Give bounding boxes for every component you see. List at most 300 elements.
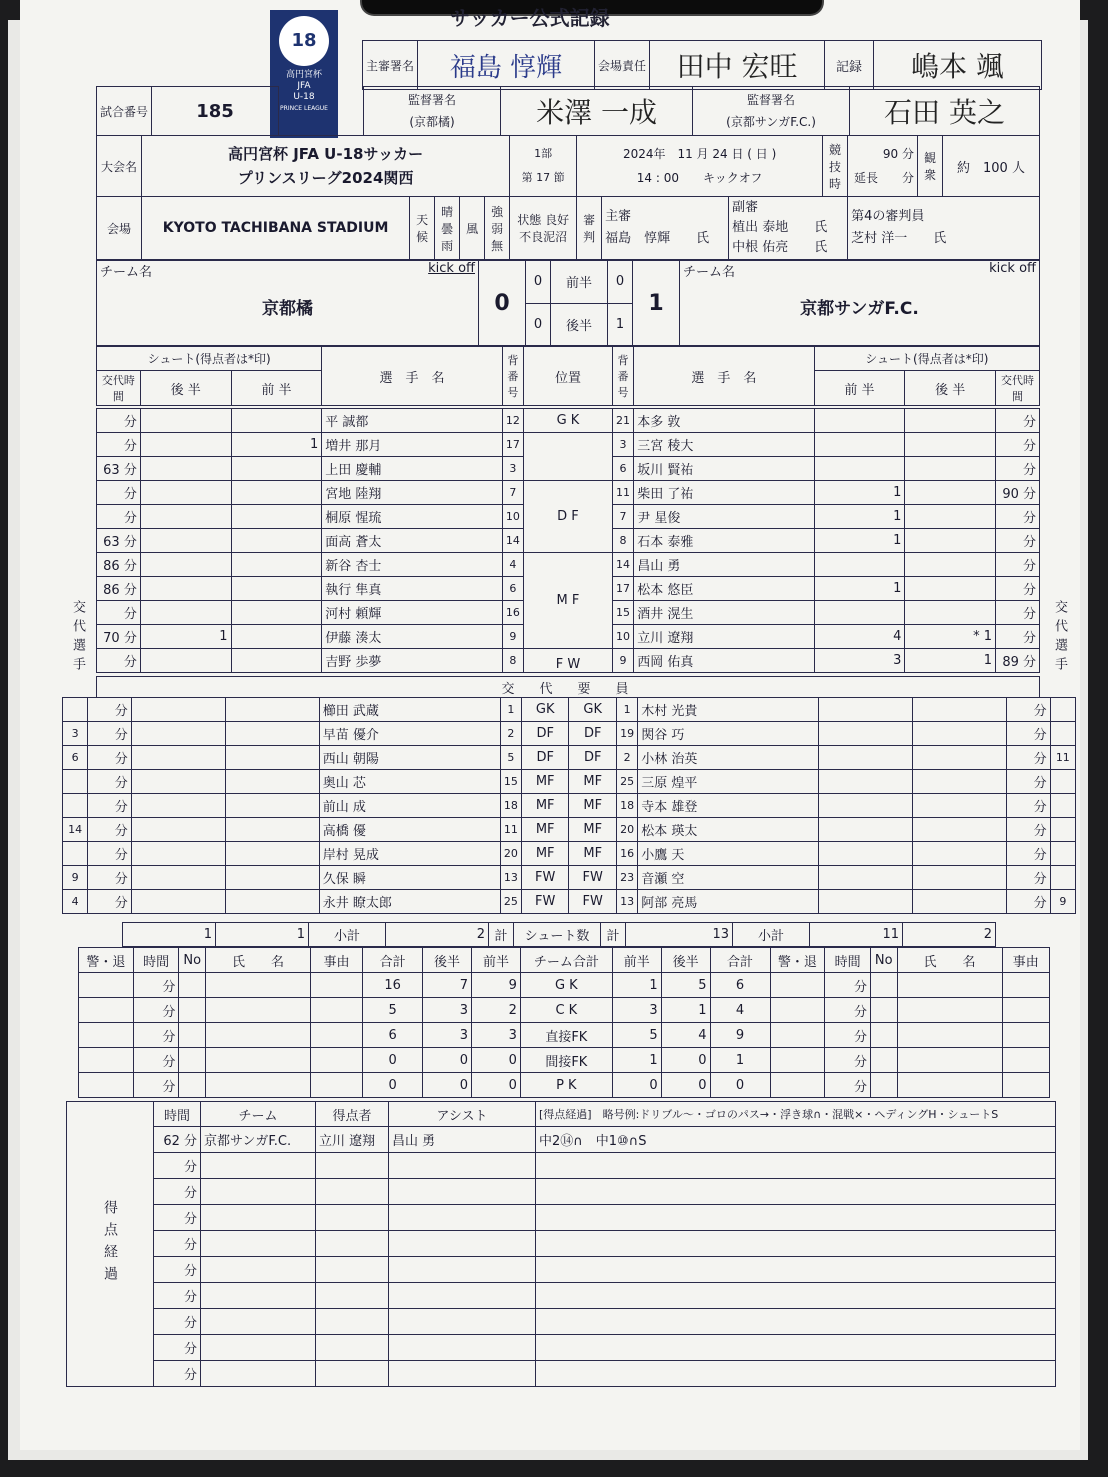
- substitute-row: [63, 698, 1076, 722]
- away-stat-first: 5: [612, 1023, 661, 1048]
- home-card: [79, 973, 134, 998]
- away-player-number: 15: [612, 601, 633, 625]
- goal-team: 京都サンガF.C.: [201, 1127, 316, 1153]
- goal-empty-cell: [389, 1231, 536, 1257]
- away-sub-shots-second: [913, 818, 1007, 842]
- away-player-number: 9: [612, 649, 633, 673]
- away-sub-name: 三原 煌平: [638, 770, 819, 794]
- away-sub-shots-second: [913, 890, 1007, 914]
- home-sub-minute: 分: [88, 866, 131, 890]
- home-sub-minute: 分: [88, 842, 131, 866]
- record-label: 記録: [825, 41, 874, 90]
- away-shots-first: [814, 601, 905, 625]
- home-out-number: 9: [63, 866, 88, 890]
- away-stat-total: 6: [710, 973, 770, 998]
- home-sub-minute: 分: [88, 698, 131, 722]
- away-sub-shots-first: [819, 890, 913, 914]
- home-shots-second: [140, 457, 231, 481]
- goal-empty-cell: [536, 1283, 1056, 1309]
- home-sub-minute: 分: [88, 746, 131, 770]
- home-card-name: [205, 1023, 310, 1048]
- home-card-reason: [311, 973, 363, 998]
- officials-table: [362, 40, 1042, 90]
- home-sub-time: 分: [97, 481, 141, 505]
- away-sub-shots-second: [913, 722, 1007, 746]
- goal-empty-cell: [316, 1361, 389, 1387]
- substitute-row: [63, 722, 1076, 746]
- match-date: 2024年 11 月 24 日 ( 日 ) 14 : 00 キックオフ: [577, 136, 823, 197]
- goal-minute: 分: [154, 1153, 201, 1179]
- logo-line: 高円宮杯: [285, 70, 322, 80]
- stats-header-cell: 事由: [1002, 948, 1049, 973]
- position-cell: F W: [524, 649, 613, 673]
- home-card-reason: [311, 1048, 363, 1073]
- referee-cell: 主審 福島 惇輝 氏: [602, 197, 729, 260]
- goal-row-blank: [67, 1283, 1056, 1309]
- home-sub-number: 1: [500, 698, 521, 722]
- away-shots-first: [814, 553, 905, 577]
- away-sub-minute: 分: [1007, 722, 1050, 746]
- away-out-number: [1050, 842, 1075, 866]
- away-second-half: 1: [608, 303, 633, 346]
- home-sub-shots-first: [225, 794, 319, 818]
- home-player-number: 16: [502, 601, 523, 625]
- home-sub-shots-first: [225, 722, 319, 746]
- home-stat-second: 7: [423, 973, 472, 998]
- away-stat-first: 1: [612, 1048, 661, 1073]
- subs-title: [96, 676, 1040, 698]
- away-out-number: [1050, 818, 1075, 842]
- home-second-half: 0: [526, 303, 551, 346]
- home-sub-number: 18: [500, 794, 521, 818]
- away-out-number: [1050, 866, 1075, 890]
- home-team-cell: チーム名 kick off 京都橘: [97, 261, 479, 346]
- goal-empty-cell: [536, 1335, 1056, 1361]
- away-card-minute: 分: [825, 1023, 871, 1048]
- home-sub-shots-second: [131, 890, 225, 914]
- stats-header-cell: 後半: [661, 948, 710, 973]
- goal-empty-cell: [536, 1309, 1056, 1335]
- substitute-row: [63, 794, 1076, 818]
- home-sub-position: DF: [521, 722, 569, 746]
- away-sub-number: 18: [616, 794, 637, 818]
- away-card-reason: [1002, 1048, 1049, 1073]
- home-shots-second: [140, 529, 231, 553]
- away-player-number: 21: [612, 409, 633, 433]
- home-sub-position: MF: [521, 818, 569, 842]
- home-shots-first: [231, 577, 322, 601]
- away-player-name: 柴田 了祐: [634, 481, 814, 505]
- home-sub-minute: 分: [88, 722, 131, 746]
- away-stat-first: 3: [612, 998, 661, 1023]
- away-stat-total: 9: [710, 1023, 770, 1048]
- goal-empty-cell: [389, 1283, 536, 1309]
- away-sub-time: 分: [996, 601, 1040, 625]
- away-out-number: [1050, 770, 1075, 794]
- home-player-name: 新谷 杏士: [322, 553, 502, 577]
- home-player-name: 伊藤 湊太: [322, 625, 502, 649]
- judge-label: 審判: [577, 197, 602, 260]
- substitute-row: [63, 746, 1076, 770]
- stats-header-cell: 時間: [825, 948, 871, 973]
- away-player-name: 立川 遼翔: [634, 625, 814, 649]
- away-sub-number: 20: [616, 818, 637, 842]
- home-shots-first: [231, 505, 322, 529]
- away-sub-name: 木村 光貴: [638, 698, 819, 722]
- away-sub-shots-second: [913, 746, 1007, 770]
- goal-empty-cell: [316, 1231, 389, 1257]
- goal-minute: 分: [154, 1361, 201, 1387]
- away-sub-position: FW: [569, 866, 617, 890]
- away-player-name: 西岡 佑真: [634, 649, 814, 673]
- sub-time-header: 交代時間: [97, 371, 141, 406]
- home-player-name: 宮地 陸翔: [322, 481, 502, 505]
- away-player-number: 7: [612, 505, 633, 529]
- away-sub-name: 小鷹 天: [638, 842, 819, 866]
- away-coach-signature: 石田 英之: [850, 87, 1040, 136]
- away-second-header: 後 半: [905, 371, 996, 406]
- away-card-minute: 分: [825, 1073, 871, 1098]
- goal-scorer: 立川 遼翔: [316, 1127, 389, 1153]
- goal-empty-cell: [316, 1283, 389, 1309]
- goal-empty-cell: [201, 1361, 316, 1387]
- home-sub-position: FW: [521, 866, 569, 890]
- away-player-number: 6: [612, 457, 633, 481]
- competition-name: 高円宮杯 JFA U-18サッカー プリンスリーグ2024関西: [142, 136, 510, 197]
- away-sub-time: 分: [996, 553, 1040, 577]
- away-out-number: [1050, 698, 1075, 722]
- away-shots-second: [905, 529, 996, 553]
- logo-mark: 18: [279, 16, 329, 66]
- home-sub-time: 分: [97, 601, 141, 625]
- stats-header-cell: 警・退: [770, 948, 825, 973]
- away-card-name: [897, 1023, 1002, 1048]
- goal-minute: 分: [154, 1283, 201, 1309]
- position-cell: D F: [524, 481, 613, 553]
- away-shots-second: [905, 505, 996, 529]
- home-stat-total: 0: [363, 1048, 423, 1073]
- away-sub-number: 16: [616, 842, 637, 866]
- away-sub-position: FW: [569, 890, 617, 914]
- home-sub-minute: 分: [88, 890, 131, 914]
- home-sub-number: 20: [500, 842, 521, 866]
- home-sub-shots-second: [131, 722, 225, 746]
- goal-empty-cell: [389, 1309, 536, 1335]
- home-sub-position: MF: [521, 770, 569, 794]
- away-shots-first: [814, 409, 905, 433]
- goal-empty-cell: [536, 1361, 1056, 1387]
- stats-header-cell: 前半: [612, 948, 661, 973]
- goal-minute: 分: [154, 1335, 201, 1361]
- away-shots-second: [905, 601, 996, 625]
- away-player-number: 14: [612, 553, 633, 577]
- away-player-number: 3: [612, 433, 633, 457]
- away-player-header: 選 手 名: [634, 347, 814, 406]
- goal-row-blank: [67, 1257, 1056, 1283]
- goal-row-blank: [67, 1153, 1056, 1179]
- away-player-name: 坂川 賢祐: [634, 457, 814, 481]
- away-sub-time: 90 分: [996, 481, 1040, 505]
- goal-minute: 分: [154, 1309, 201, 1335]
- away-sub-shots-second: [913, 698, 1007, 722]
- away-sub-position: MF: [569, 794, 617, 818]
- home-player-number: 14: [502, 529, 523, 553]
- stat-label: G K: [520, 973, 612, 998]
- stats-row: [79, 1073, 1050, 1098]
- home-sub-name: 岸村 晃成: [319, 842, 500, 866]
- away-shots-first: 1: [814, 505, 905, 529]
- substitute-row: [63, 866, 1076, 890]
- starter-row: [97, 433, 1040, 457]
- shots-label: シュート数: [514, 923, 601, 947]
- home-card-no: [179, 998, 206, 1023]
- home-card-no: [179, 973, 206, 998]
- away-sub-position: GK: [569, 698, 617, 722]
- home-shots-first: [231, 649, 322, 673]
- home-out-number: [63, 698, 88, 722]
- away-sub-shots-first: [819, 794, 913, 818]
- home-sub-number: 5: [500, 746, 521, 770]
- stats-header-cell: 事由: [311, 948, 363, 973]
- home-sub-shots-first: [225, 890, 319, 914]
- home-card-name: [205, 1048, 310, 1073]
- home-sub-minute: 分: [88, 818, 131, 842]
- stats-header-cell: 合計: [363, 948, 423, 973]
- stat-label: C K: [520, 998, 612, 1023]
- stats-row: [79, 973, 1050, 998]
- away-sub-shots-first: [819, 842, 913, 866]
- goal-empty-cell: [201, 1283, 316, 1309]
- referee-label: 主審署名: [363, 41, 418, 90]
- match-duration: 90 分 延長 分: [848, 136, 918, 197]
- total-home-second: 1: [123, 923, 216, 947]
- away-shots-second: [905, 481, 996, 505]
- home-shots-first: [231, 601, 322, 625]
- home-second-header: 後 半: [140, 371, 231, 406]
- stats-header-row: [79, 948, 1050, 973]
- home-card-no: [179, 1023, 206, 1048]
- away-card: [770, 1023, 825, 1048]
- away-sub-time-header: 交代時間: [996, 371, 1040, 406]
- first-half-label: 前半: [551, 261, 608, 304]
- away-player-name: 昌山 勇: [634, 553, 814, 577]
- away-stat-second: 4: [661, 1023, 710, 1048]
- stats-header-cell: 合計: [710, 948, 770, 973]
- home-shots-second: [140, 649, 231, 673]
- goal-empty-cell: [201, 1335, 316, 1361]
- away-card-name: [897, 1073, 1002, 1098]
- away-player-name: 三宮 稜大: [634, 433, 814, 457]
- home-card-minute: 分: [133, 1073, 179, 1098]
- away-sub-time: 分: [996, 505, 1040, 529]
- away-sub-position: DF: [569, 722, 617, 746]
- home-stat-first: 3: [472, 1023, 521, 1048]
- home-shots-second: [140, 505, 231, 529]
- goals-header-row: [67, 1102, 1056, 1127]
- goal-minute: 分: [154, 1231, 201, 1257]
- starter-row: [97, 553, 1040, 577]
- subs-title-label: 交 代 要 員: [97, 677, 1040, 698]
- second-half-label: 後半: [551, 303, 608, 346]
- home-stat-second: 0: [423, 1073, 472, 1098]
- away-sub-number: 23: [616, 866, 637, 890]
- goal-empty-cell: [201, 1205, 316, 1231]
- away-stat-first: 1: [612, 973, 661, 998]
- away-sub-number: 13: [616, 890, 637, 914]
- away-shoot-header: シュート(得点者は*印): [814, 347, 1039, 371]
- home-player-header: 選 手 名: [322, 347, 502, 406]
- home-sub-name: 久保 瞬: [319, 866, 500, 890]
- goals-table: [66, 1101, 1056, 1387]
- position-cell: G K: [524, 409, 613, 433]
- wind-options: 強弱無: [485, 197, 510, 260]
- away-shots-second: [905, 553, 996, 577]
- goal-empty-cell: [201, 1179, 316, 1205]
- away-card-name: [897, 998, 1002, 1023]
- goal-minute: 分: [154, 1257, 201, 1283]
- goal-row-blank: [67, 1361, 1056, 1387]
- venue-name: KYOTO TACHIBANA STADIUM: [142, 197, 410, 260]
- goals-side-label: 得点経過: [67, 1102, 154, 1387]
- home-number-header: 背番号: [502, 347, 523, 406]
- home-player-name: 増井 那月: [322, 433, 502, 457]
- stats-row: [79, 1048, 1050, 1073]
- away-stat-second: 0: [661, 1073, 710, 1098]
- away-shots-second: [905, 577, 996, 601]
- away-sub-time: 分: [996, 433, 1040, 457]
- stats-header-cell: 警・退: [79, 948, 134, 973]
- away-card-reason: [1002, 998, 1049, 1023]
- away-card-name: [897, 1048, 1002, 1073]
- goal-minute: 分: [154, 1179, 201, 1205]
- home-sub-shots-first: [225, 866, 319, 890]
- logo-line: PRINCE LEAGUE: [280, 105, 328, 112]
- home-shots-first: 1: [231, 433, 322, 457]
- home-sub-time: 分: [97, 649, 141, 673]
- away-sub-position: MF: [569, 770, 617, 794]
- home-card-no: [179, 1048, 206, 1073]
- substitute-row: [63, 770, 1076, 794]
- away-sub-shots-second: [913, 794, 1007, 818]
- home-sub-position: MF: [521, 794, 569, 818]
- away-card-reason: [1002, 1073, 1049, 1098]
- home-sub-shots-first: [225, 746, 319, 770]
- away-stat-first: 0: [612, 1073, 661, 1098]
- position-cell: M F: [524, 553, 613, 649]
- total-sub-label-2: 小計: [733, 923, 810, 947]
- away-card-no: [870, 998, 897, 1023]
- home-card-reason: [311, 1073, 363, 1098]
- away-sub-name: 阿部 亮馬: [638, 890, 819, 914]
- home-sub-time: 分: [97, 505, 141, 529]
- away-team-cell: チーム名 kick off 京都サンガF.C.: [680, 261, 1040, 346]
- match-meta-table: [96, 135, 1040, 260]
- stats-header-cell: チーム合計: [520, 948, 612, 973]
- goal-empty-cell: [201, 1309, 316, 1335]
- away-player-number: 17: [612, 577, 633, 601]
- home-stat-first: 0: [472, 1048, 521, 1073]
- goal-empty-cell: [316, 1205, 389, 1231]
- away-sub-number: 1: [616, 698, 637, 722]
- starter-row: [97, 409, 1040, 433]
- home-stat-first: 0: [472, 1073, 521, 1098]
- subs-table: [62, 697, 1076, 914]
- away-shots-first: [814, 457, 905, 481]
- away-shots-first: 4: [814, 625, 905, 649]
- home-player-number: 17: [502, 433, 523, 457]
- goal-empty-cell: [389, 1361, 536, 1387]
- home-sub-name: 奥山 芯: [319, 770, 500, 794]
- home-out-number: [63, 794, 88, 818]
- away-sub-minute: 分: [1007, 698, 1050, 722]
- venue-label: 会場: [97, 197, 142, 260]
- goal-empty-cell: [389, 1179, 536, 1205]
- away-out-number: 9: [1050, 890, 1075, 914]
- home-sub-time: 86 分: [97, 553, 141, 577]
- home-sub-shots-second: [131, 866, 225, 890]
- away-sub-number: 19: [616, 722, 637, 746]
- away-first-half: 0: [608, 261, 633, 304]
- home-out-number: 3: [63, 722, 88, 746]
- goal-empty-cell: [389, 1257, 536, 1283]
- logo-line: JFA: [297, 81, 311, 91]
- away-shots-first: 3: [814, 649, 905, 673]
- home-sub-name: 高橋 優: [319, 818, 500, 842]
- away-sub-time: 分: [996, 577, 1040, 601]
- away-sub-name: 小林 治英: [638, 746, 819, 770]
- logo-line: U-18: [293, 92, 315, 102]
- away-shots-first: 1: [814, 577, 905, 601]
- spectators: 約 100 人: [943, 136, 1040, 197]
- home-player-number: 10: [502, 505, 523, 529]
- home-card: [79, 998, 134, 1023]
- away-sub-minute: 分: [1007, 746, 1050, 770]
- away-first-header: 前 半: [814, 371, 905, 406]
- competition-label: 大会名: [97, 136, 142, 197]
- goal-empty-cell: [389, 1153, 536, 1179]
- home-coach-signature: 米澤 一成: [501, 87, 693, 136]
- away-number-header: 背番号: [612, 347, 633, 406]
- home-sub-minute: 分: [88, 794, 131, 818]
- total-kei-label-2: 計: [601, 923, 626, 947]
- goal-empty-cell: [389, 1335, 536, 1361]
- stats-header-cell: 前半: [472, 948, 521, 973]
- away-stat-second: 0: [661, 1048, 710, 1073]
- home-shoot-header: シュート(得点者は*印): [97, 347, 322, 371]
- substitute-row: [63, 818, 1076, 842]
- weather-options: 晴曇雨: [435, 197, 460, 260]
- home-sub-time: 分: [97, 433, 141, 457]
- home-sub-shots-first: [225, 770, 319, 794]
- home-shots-first: [231, 529, 322, 553]
- away-card-reason: [1002, 973, 1049, 998]
- home-stat-second: 3: [423, 1023, 472, 1048]
- home-sub-number: 13: [500, 866, 521, 890]
- home-out-number: 4: [63, 890, 88, 914]
- away-sub-shots-first: [819, 722, 913, 746]
- away-shots-first: 1: [814, 529, 905, 553]
- away-card-minute: 分: [825, 998, 871, 1023]
- away-sub-time: 分: [996, 409, 1040, 433]
- home-score: 0: [479, 261, 526, 346]
- home-stat-total: 5: [363, 998, 423, 1023]
- goal-empty-cell: [316, 1335, 389, 1361]
- home-sub-shots-second: [131, 842, 225, 866]
- home-sub-time: 63 分: [97, 457, 141, 481]
- home-player-number: 7: [502, 481, 523, 505]
- goal-notes: 中2⑭∩ 中1⑩∩S: [536, 1127, 1056, 1153]
- away-card-no: [870, 1023, 897, 1048]
